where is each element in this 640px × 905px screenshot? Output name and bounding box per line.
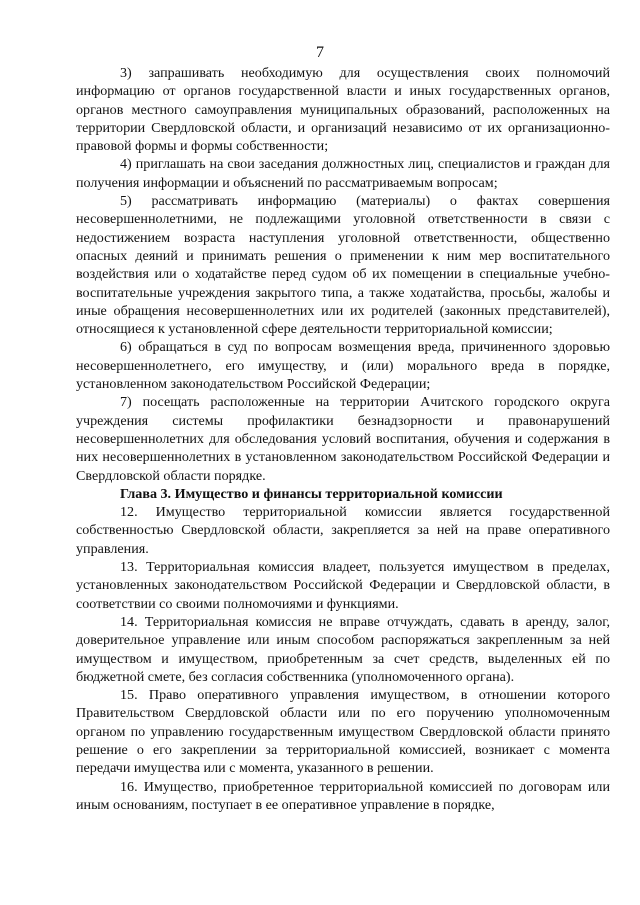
clause-14: 14. Территориальная комиссия не вправе отчуждать, сдавать в аренду, залог, доверительное управление или иным способом распоряжаться закрепленным за ней имуществом и имуществом, приобретенным за счет средств, выделенных ей по бюджетной смете, без согласия собственника (уполномоченного органа). [76, 613, 610, 685]
chapter-heading: Глава 3. Имущество и финансы территориальной комиссии [120, 485, 503, 502]
list-item-7: 7) посещать расположенные на территории Ачитского городского округа учреждения системы профилактики безнадзорности и правонарушений несовершеннолетних для обследования условий воспитания, обучения и содержания в них несовершеннолетних в установленном законодательством Российской Федерации и Свердловской области порядке. [76, 394, 610, 484]
clause-12: 12. Имущество территориальной комиссии является государственной собственностью Свердловской области, закрепляется за ней на праве оперативного управления. [76, 504, 610, 557]
list-item-5: 5) рассматривать информацию (материалы) о фактах совершения несовершеннолетними, не подлежащими уголовной ответственности в связи с недостижением возраста наступления уголовной ответственности, общественно опасных деяний и принимать решения о применении к ним мер воспитательного воздействия или о ходатайстве перед судом об их помещении в специальные учебно-воспитательные учреждения закрытого типа, а также ходатайства, просьбы, жалобы и иные обращения несовершеннолетних или их родителей (законных представителей), относящиеся к установленной сфере деятельности территориальной комиссии; [76, 193, 610, 338]
document-body [76, 64, 610, 814]
clause-13: 13. Территориальная комиссия владеет, пользуется имуществом в пределах, установленных законодательством Российской Федерации и Свердловской области, в соответствии со своими полномочиями и функциями. [76, 559, 610, 612]
clause-15: 15. Право оперативного управления имуществом, в отношении которого Правительством Свердловской области или по его поручению уполномоченным органом по управлению государственным имуществом Свердловской области принято решение о его закреплении за территориальной комиссией, возникает с момента передачи имущества или с момента, указанного в решении. [76, 687, 610, 777]
list-item-3: 3) запрашивать необходимую для осуществления своих полномочий информацию от органов государственной власти и иных государственных органов, органов местного самоуправления муниципальных образований, расположенных на территории Свердловской области, и организаций независимо от их организационно-правовой формы и формы собственности; [76, 65, 610, 155]
list-item-4: 4) приглашать на свои заседания должностных лиц, специалистов и граждан для получения информации и объяснений по рассматриваемым вопросам; [76, 156, 610, 191]
clause-16: 16. Имущество, приобретенное территориальной комиссией по договорам или иным основаниям, поступает в ее оперативное управление в порядке, [76, 778, 610, 813]
list-item-6: 6) обращаться в суд по вопросам возмещения вреда, причиненного здоровью несовершеннолетнего, его имуществу, и (или) морального вреда в порядке, установленном законодательством Российской Федерации; [76, 339, 610, 393]
page-number: 7 [316, 44, 324, 61]
